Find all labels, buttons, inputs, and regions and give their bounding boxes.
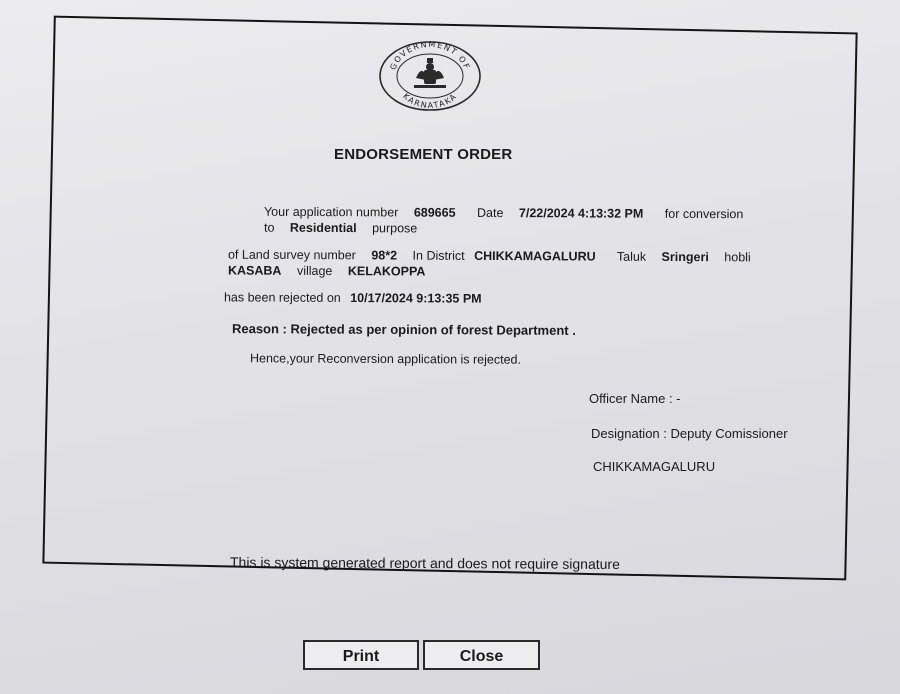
close-button[interactable]: Close	[423, 640, 540, 670]
survey-line	[228, 248, 751, 265]
rejected-on-label: has been rejected on	[223, 290, 341, 305]
rejected-date-value: 10/17/2024 9:13:35 PM	[350, 290, 482, 306]
conversion-label: for conversion	[664, 206, 744, 222]
rejected-line	[224, 290, 482, 305]
to-label: to	[263, 220, 275, 235]
district-label: In District	[412, 248, 465, 263]
application-line	[264, 205, 743, 222]
seal-ring-bottom-text: KARNATAKA	[401, 91, 459, 111]
seal-ring-top-text: GOVERNMENT OF	[388, 40, 472, 72]
rejection-reason: Reason : Rejected as per opinion of forest Department .	[231, 321, 576, 338]
district-value: CHIKKAMAGALURU	[474, 248, 596, 264]
designation: Designation : Deputy Comissioner	[591, 426, 788, 441]
taluk-label: Taluk	[616, 249, 647, 264]
survey-number-label: of Land survey number	[227, 247, 356, 263]
purpose-value: Residential	[289, 220, 357, 236]
application-date-value: 7/22/2024 4:13:32 PM	[518, 206, 644, 221]
purpose-label: purpose	[372, 221, 418, 236]
rejection-statement: Hence,your Reconversion application is rejected.	[249, 351, 522, 367]
taluk-value: Sringeri	[661, 249, 709, 265]
purpose-line	[264, 221, 417, 236]
page-title: ENDORSEMENT ORDER	[334, 146, 513, 163]
village-line	[228, 263, 426, 278]
system-generated-note: This is system generated report and does not require signature	[229, 553, 620, 573]
application-number-label: Your application number	[263, 204, 399, 220]
emblem-icon	[414, 58, 446, 88]
office-district: CHIKKAMAGALURU	[593, 459, 716, 474]
officer-name: Officer Name : -	[589, 391, 681, 406]
date-label: Date	[477, 205, 504, 220]
application-number-value: 689665	[413, 205, 456, 220]
village-value: KELAKOPPA	[347, 264, 426, 279]
survey-number-value: 98*2	[371, 248, 398, 263]
hobli-label: hobli	[724, 250, 751, 265]
government-seal-emblem	[378, 40, 482, 112]
village-label: village	[296, 263, 333, 279]
hobli-value: KASABA	[227, 263, 282, 278]
print-button[interactable]: Print	[303, 640, 419, 670]
